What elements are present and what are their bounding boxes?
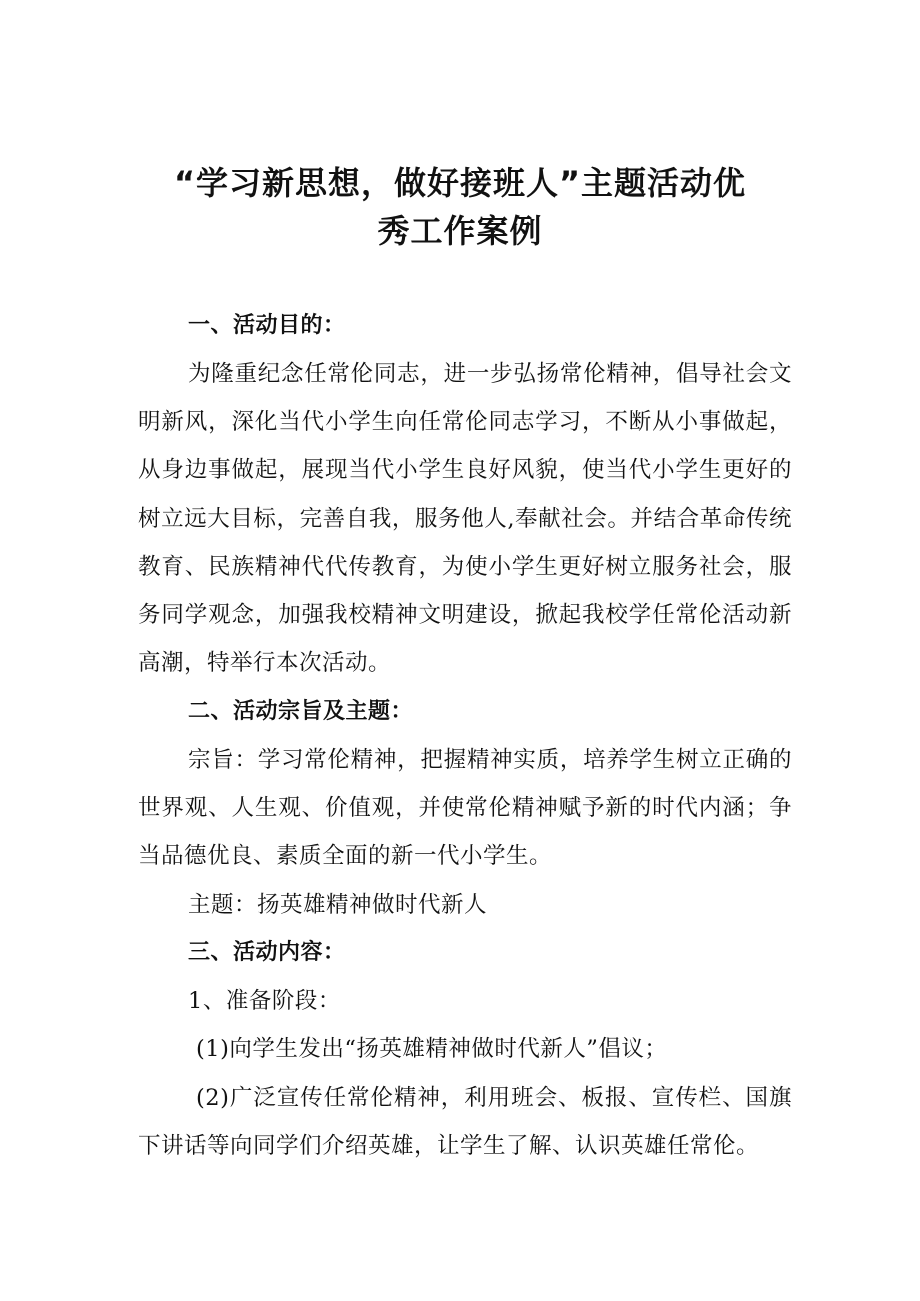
paragraph-line: 高潮，特举行本次活动。 (138, 650, 392, 676)
paragraph-line: 为隆重纪念任常伦同志，进一步弘扬常伦精神，倡导社会文 (188, 361, 792, 387)
paragraph-line: 明新风，深化当代小学生向任常伦同志学习，不断从小事做起， (138, 409, 792, 435)
document-title-line-1: “学习新思想，做好接班人”主题活动优 (173, 164, 747, 202)
theme-line: 主题：扬英雄精神做时代新人 (188, 892, 488, 918)
paragraph-line: 教育、民族精神代代传教育，为使小学生更好树立服务社会，服 (138, 554, 792, 580)
section1-heading: 一、活动目的： (188, 313, 346, 338)
paragraph-line: 树立远大目标，完善自我，服务他人,奉献社会。并结合革命传统 (138, 506, 792, 532)
section2-heading: 二、活动宗旨及主题： (188, 699, 414, 724)
paragraph-line: 下讲话等向同学们介绍英雄，让学生了解、认识英雄任常伦。 (138, 1133, 760, 1159)
paragraph-line: 世界观、人生观、价值观，并使常伦精神赋予新的时代内涵；争 (138, 795, 792, 821)
list-item: (2)广泛宣传任常伦精神，利用班会、板报、宣传栏、国旗 (196, 1085, 792, 1111)
document-title-line-2: 秀工作案例 (377, 212, 543, 250)
section3-heading: 三、活动内容： (188, 940, 346, 965)
paragraph-line: 宗旨：学习常伦精神，把握精神实质，培养学生树立正确的 (188, 747, 792, 773)
list-item: (1)向学生发出“扬英雄精神做时代新人”倡议； (196, 1036, 668, 1062)
paragraph-line: 当品德优良、素质全面的新一代小学生。 (138, 843, 553, 869)
stage-heading: 1、准备阶段： (188, 988, 341, 1014)
paragraph-line: 从身边事做起，展现当代小学生良好风貌，使当代小学生更好的 (138, 457, 792, 483)
paragraph-line: 务同学观念，加强我校精神文明建设，掀起我校学任常伦活动新 (138, 602, 792, 628)
